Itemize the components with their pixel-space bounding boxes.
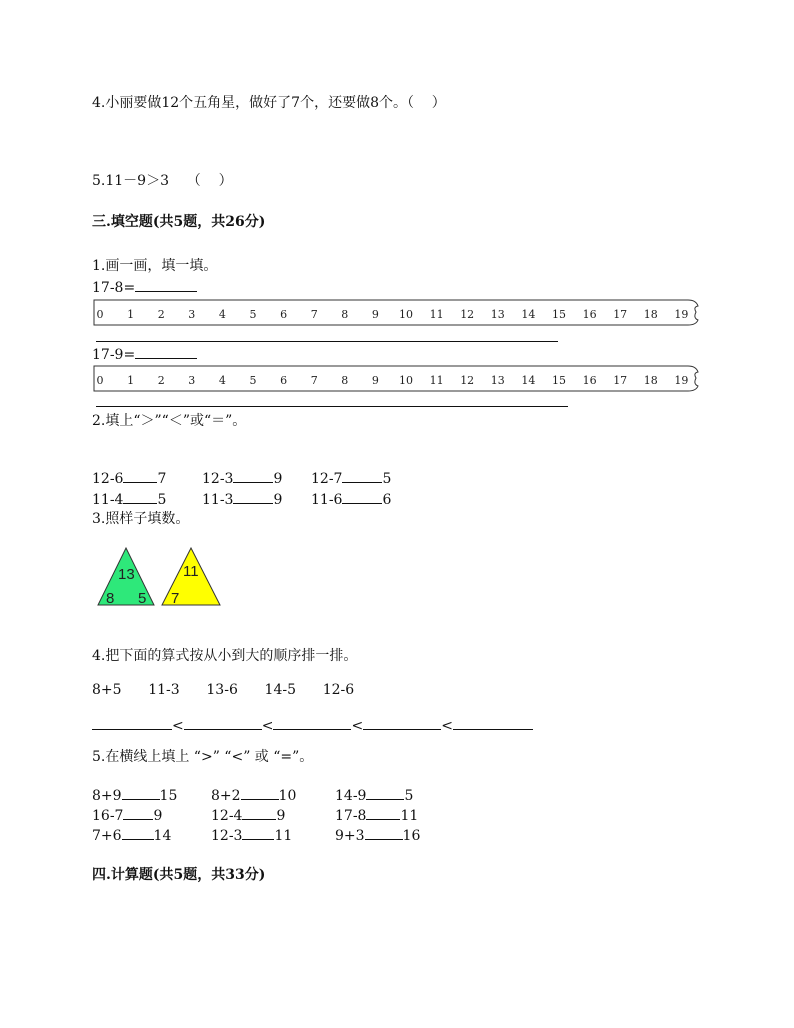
ruler-tick-label: 18	[643, 308, 658, 321]
compare-item	[211, 825, 292, 845]
ruler-tick-label: 9	[371, 374, 379, 387]
fill-question-5-title: 5.在横线上填上 “>” “<” 或 “=”。	[92, 749, 314, 765]
expr-right: 5	[404, 788, 414, 804]
expr-left: 11-3	[202, 492, 234, 508]
answer-blank[interactable]	[366, 805, 400, 820]
answer-blank[interactable]	[122, 785, 160, 800]
triangle-figures	[96, 546, 226, 608]
expr-left: 12-3	[202, 471, 234, 487]
answer-blank[interactable]	[123, 805, 153, 820]
ruler-tick-label: 5	[249, 308, 257, 321]
answer-blank[interactable]	[342, 468, 382, 483]
drawing-line	[96, 341, 558, 342]
number-ruler-2	[92, 364, 704, 394]
ruler-tick-label: 5	[249, 374, 257, 387]
ruler-tick-label: 9	[371, 308, 379, 321]
expr-right: 16	[402, 828, 421, 844]
less-than-sign: <	[261, 718, 274, 734]
expr-left: 12-4	[211, 808, 243, 824]
ruler-tick-label: 17	[613, 374, 628, 387]
expr-right: 9	[276, 808, 286, 824]
expr-left: 14-9	[335, 788, 367, 804]
ruler-tick-label: 2	[157, 374, 165, 387]
ruler-tick-label: 11	[429, 374, 444, 387]
ruler-tick-label: 3	[188, 308, 196, 321]
ruler-tick-label: 4	[218, 374, 226, 387]
expr-right: 9	[153, 808, 163, 824]
answer-blank[interactable]	[242, 805, 276, 820]
compare-item	[92, 489, 166, 509]
answer-blank[interactable]	[233, 489, 273, 504]
ruler-tick-label: 18	[643, 374, 658, 387]
answer-blank[interactable]	[123, 489, 157, 504]
fill-question-4-title: 4.把下面的算式按从小到大的顺序排一排。	[92, 648, 358, 664]
judge-question-5: 5.11－9＞3 （ ）	[92, 173, 233, 189]
compare-item	[202, 468, 282, 488]
expr-right: 5	[157, 492, 167, 508]
ruler-tick-label: 16	[582, 308, 597, 321]
expr-right: 5	[382, 471, 392, 487]
ruler-tick-label: 10	[399, 374, 413, 387]
expr-left: 12-7	[311, 471, 343, 487]
compare-item	[335, 805, 418, 825]
answer-blank[interactable]	[241, 785, 279, 800]
ruler-tick-label: 14	[521, 374, 536, 387]
equation-text: 17-8=	[92, 280, 136, 296]
answer-blank[interactable]	[363, 715, 441, 730]
compare-item	[92, 785, 177, 805]
judge-question-4: 4.小丽要做12个五角星，做好了7个，还要做8个。（ ）	[92, 95, 446, 111]
compare-item	[211, 785, 296, 805]
answer-blank[interactable]	[342, 489, 382, 504]
green-top-number: 13	[118, 566, 135, 583]
answer-blank[interactable]	[453, 715, 533, 730]
fill-question-2-title: 2.填上“＞”“＜”或“＝”。	[92, 413, 247, 429]
ruler-tick-label: 16	[582, 374, 597, 387]
ruler-tick-label: 12	[460, 374, 475, 387]
ruler-tick-label: 19	[674, 374, 689, 387]
ruler-tick-label: 7	[310, 308, 318, 321]
compare-item	[202, 489, 282, 509]
compare-item	[211, 805, 285, 825]
expr-left: 8+9	[92, 788, 122, 804]
expr-left: 12-6	[92, 471, 124, 487]
ruler-tick-label: 17	[613, 308, 628, 321]
answer-blank[interactable]	[135, 277, 197, 292]
fill-question-3-title: 3.照样子填数。	[92, 511, 190, 527]
section-4-heading: 四.计算题(共5题，共33分)	[92, 867, 266, 883]
ruler-tick-label: 7	[310, 374, 318, 387]
ruler-tick-label: 6	[280, 374, 288, 387]
expr-left: 16-7	[92, 808, 124, 824]
expr-left: 8+2	[211, 788, 241, 804]
equation-17-9	[92, 344, 197, 364]
yellow-left-number: 7	[171, 590, 180, 607]
compare-item	[92, 805, 162, 825]
section-3-heading: 三.填空题(共5题，共26分)	[92, 214, 266, 230]
expr-left: 11-4	[92, 492, 124, 508]
ruler-tick-label: 3	[188, 374, 196, 387]
expr-right: 10	[278, 788, 297, 804]
answer-blank[interactable]	[366, 785, 404, 800]
ruler-tick-label: 19	[674, 308, 689, 321]
ruler-tick-label: 6	[280, 308, 288, 321]
ruler-tick-label: 2	[157, 308, 165, 321]
ruler-tick-label: 0	[96, 308, 104, 321]
ruler-tick-label: 10	[399, 308, 413, 321]
compare-item	[335, 785, 413, 805]
ruler-tick-label: 8	[341, 308, 349, 321]
equation-17-8	[92, 277, 197, 297]
green-right-number: 5	[138, 590, 147, 607]
expr-right: 11	[274, 828, 293, 844]
fill-question-1-title: 1.画一画，填一填。	[92, 258, 218, 274]
compare-item	[92, 825, 171, 845]
expr-right: 15	[159, 788, 178, 804]
expr-right: 6	[382, 492, 392, 508]
yellow-top-number: 11	[183, 563, 199, 580]
expr-left: 7+6	[92, 828, 122, 844]
expr-left: 9+3	[335, 828, 365, 844]
ruler-tick-label: 13	[490, 374, 505, 387]
green-left-number: 8	[106, 590, 115, 607]
ordering-blanks	[92, 715, 533, 735]
ruler-tick-label: 13	[490, 308, 505, 321]
compare-item	[92, 468, 166, 488]
answer-blank[interactable]	[365, 825, 403, 840]
answer-blank[interactable]	[242, 825, 274, 840]
drawing-line	[96, 406, 568, 407]
answer-blank[interactable]	[122, 825, 154, 840]
expr-right: 14	[153, 828, 172, 844]
ruler-tick-label: 15	[552, 374, 566, 387]
number-ruler-1	[92, 298, 704, 328]
compare-item	[335, 825, 420, 845]
answer-blank[interactable]	[273, 715, 351, 730]
expr-right: 7	[157, 471, 167, 487]
ruler-tick-label: 11	[429, 308, 444, 321]
expr-left: 12-3	[211, 828, 243, 844]
ruler-tick-label: 1	[127, 374, 135, 387]
answer-blank[interactable]	[123, 468, 157, 483]
ruler-tick-label: 8	[341, 374, 349, 387]
equation-text: 17-9=	[92, 347, 136, 363]
compare-item	[311, 489, 391, 509]
answer-blank[interactable]	[184, 715, 262, 730]
less-than-sign: <	[351, 718, 364, 734]
less-than-sign: <	[172, 718, 184, 734]
expr-right: 11	[400, 808, 419, 824]
ruler-tick-label: 4	[218, 308, 226, 321]
ruler-tick-label: 1	[127, 308, 135, 321]
ruler-tick-label: 12	[460, 308, 475, 321]
less-than-sign: <	[441, 718, 453, 734]
expr-left: 11-6	[311, 492, 343, 508]
compare-item	[311, 468, 391, 488]
expr-left: 17-8	[335, 808, 367, 824]
answer-blank[interactable]	[135, 344, 197, 359]
expr-right: 9	[273, 471, 283, 487]
ruler-tick-label: 14	[521, 308, 536, 321]
ruler-tick-label: 15	[552, 308, 566, 321]
ruler-tick-label: 0	[96, 374, 104, 387]
answer-blank[interactable]	[92, 715, 172, 730]
expressions-to-order: 8+5 11-3 13-6 14-5 12-6	[92, 682, 355, 698]
expr-right: 9	[273, 492, 283, 508]
answer-blank[interactable]	[233, 468, 273, 483]
